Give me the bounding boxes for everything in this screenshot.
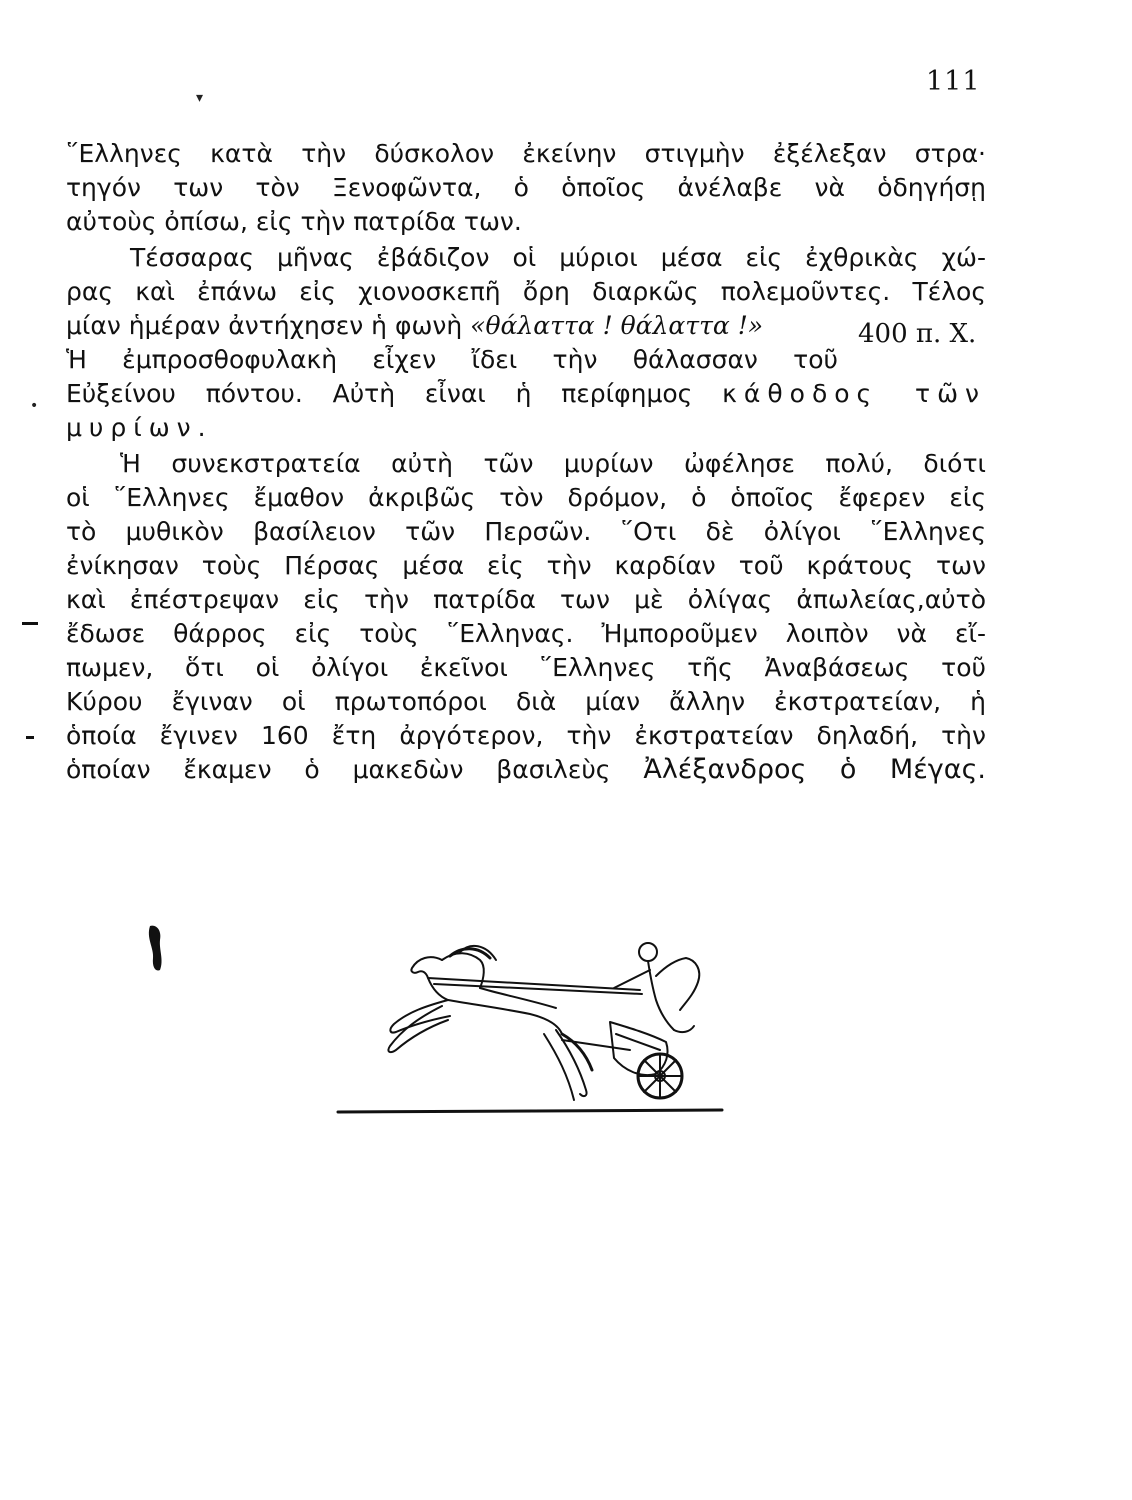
text-line: τηγόν των τὸν Ξενοφῶντα, ὁ ὁποῖος ἀνέλαβε νὰ ὁδηγήσῃ: [66, 173, 986, 202]
text-line: ὁποία ἔγινεν 160 ἔτη ἀργότερον, τὴν ἐκστρατείαν δηλαδή, τὴν: [66, 721, 986, 750]
text-line: ρας καὶ ἐπάνω εἰς χιονοσκεπῆ ὄρη διαρκῶς πολεμοῦντες. Τέλος: [66, 277, 986, 306]
stray-mark: ▾: [196, 90, 204, 106]
text-fragment: Εὐξείνου πόντου. Αὐτὴ εἶναι ἡ περίφημος: [66, 379, 723, 408]
text-line: [66, 411, 986, 445]
margin-mark: [22, 622, 38, 625]
spaced-text: κάθοδος τῶν: [722, 379, 986, 408]
stray-mark: •: [30, 398, 39, 414]
margin-mark: [26, 736, 34, 739]
text-line: Ἡ ἐμπροσθοφυλακὴ εἶχεν ἴδει τὴν θάλασσαν τοῦ: [66, 345, 838, 374]
text-line: ἐνίκησαν τοὺς Πέρσας μέσα εἰς τὴν καρδίαν τοῦ κράτους των: [66, 551, 986, 580]
text-line: [66, 753, 986, 787]
text-line: ῞Ελληνες κατὰ τὴν δύσκολον ἐκείνην στιγμὴν ἐξέλεξαν στρα·: [66, 139, 986, 168]
text-line: [66, 377, 986, 411]
text-line: Ἡ συνεκστρατεία αὐτὴ τῶν μυρίων ὠφέλησε πολύ, διότι: [120, 449, 986, 478]
chariot-drawing-icon: [330, 930, 730, 1120]
text-line: Κύρου ἔγιναν οἱ πρωτοπόροι διὰ μίαν ἄλλην ἐκστρατείαν, ἡ: [66, 687, 986, 716]
text-line: πωμεν, ὅτι οἱ ὀλίγοι ἐκεῖνοι ῞Ελληνες τῆς Ἀναβάσεως τοῦ: [66, 653, 986, 682]
text-line: αὐτοὺς ὀπίσω, εἰς τὴν πατρίδα των.: [66, 207, 522, 236]
margin-date: 400 π. Χ.: [858, 319, 977, 349]
spaced-text: μυρίων.: [66, 413, 213, 442]
page-number: 111: [926, 66, 981, 97]
text-fragment: ὁποίαν ἔκαμεν ὁ μακεδὼν βασιλεὺς: [66, 755, 644, 784]
text-line: οἱ ῞Ελληνες ἔμαθον ἀκριβῶς τὸν δρόμον, ὁ ὁποῖος ἔφερεν εἰς: [66, 483, 986, 512]
quote-text: «θάλαττα ! θάλαττα !»: [470, 311, 764, 340]
text-line: [66, 309, 836, 343]
name-text: Ἀλέξανδρος ὁ Μέγας.: [643, 754, 987, 785]
text-line: Τέσσαρας μῆνας ἐβάδιζον οἱ μύριοι μέσα εἰς ἐχθρικὰς χώ-: [130, 243, 986, 272]
text-line: καὶ ἐπέστρεψαν εἰς τὴν πατρίδα των μὲ ὀλίγας ἀπωλείας,αὐτὸ: [66, 585, 986, 614]
text-line: τὸ μυθικὸν βασίλειον τῶν Περσῶν. ῞Οτι δὲ ὀλίγοι ῞Ελληνες: [66, 517, 986, 546]
text-line: ἔδωσε θάρρος εἰς τοὺς ῞Ελληνας. Ἠμποροῦμεν λοιπὸν νὰ εἴ-: [66, 619, 986, 648]
ink-blot-icon: [146, 924, 166, 972]
text-fragment: μίαν ἡμέραν ἀντήχησεν ἡ φωνὴ: [66, 311, 471, 340]
